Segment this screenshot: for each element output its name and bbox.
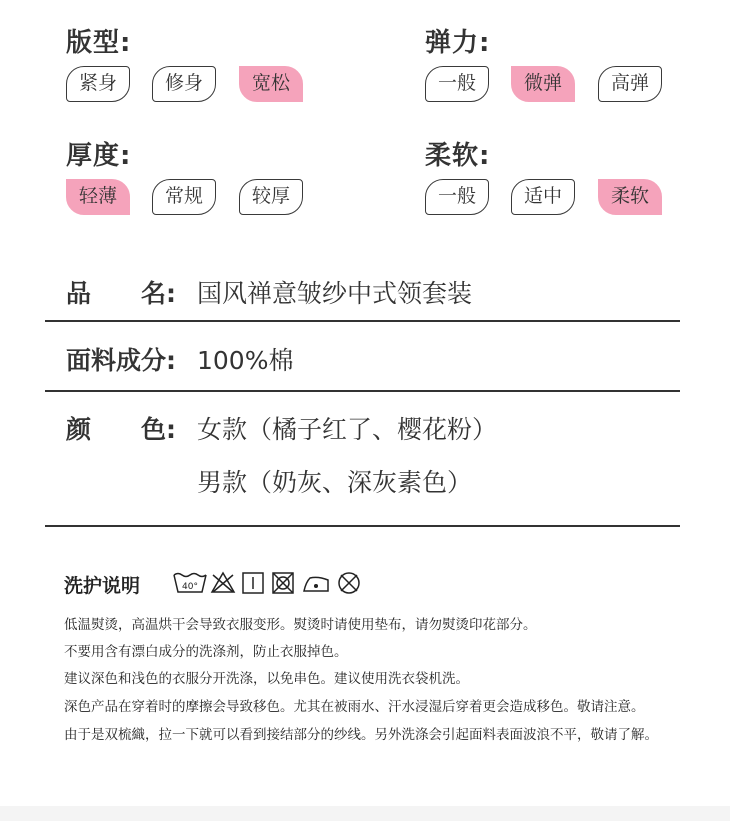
material-value: 100%棉	[197, 346, 294, 375]
care-line: 建议深色和浅色的衣服分开洗涤，以免串色。建议使用洗衣袋机洗。	[64, 671, 469, 687]
color-label: 颜 色:	[66, 415, 176, 444]
care-line: 由于是双梳織，拉一下就可以看到接结部分的纱线。另外洗涤会引起面料表面波浪不平，敬请了解。	[64, 727, 658, 743]
elasticity-label: 弹力:	[425, 28, 491, 58]
bottom-strip	[0, 806, 730, 821]
line-dry-icon	[243, 573, 263, 593]
softness-label: 柔软:	[425, 141, 491, 171]
product-name-value: 国风禅意皱纱中式领套装	[197, 279, 473, 308]
care-line: 不要用含有漂白成分的洗涤剂，防止衣服掉色。	[64, 644, 348, 660]
softness-option-soft[interactable]: 柔软	[598, 179, 662, 215]
no-bleach-icon	[212, 573, 234, 592]
softness-attribute	[425, 135, 649, 207]
thickness-attribute	[66, 135, 290, 207]
elasticity-option-slight[interactable]: 微弹	[511, 66, 575, 102]
care-line: 深色产品在穿着时的摩擦会导致移色。尤其在被雨水、汗水浸湿后穿着更会造成移色。敬请注意。	[64, 699, 645, 715]
thickness-label: 厚度:	[66, 141, 132, 171]
care-icons	[173, 570, 373, 596]
no-tumble-dry-icon	[273, 573, 293, 593]
thickness-option-thick[interactable]: 较厚	[239, 179, 303, 215]
thickness-option-regular[interactable]: 常规	[152, 179, 216, 215]
no-dry-clean-icon	[339, 573, 359, 593]
thickness-option-thin[interactable]: 轻薄	[66, 179, 130, 215]
elasticity-option-high[interactable]: 高弹	[598, 66, 662, 102]
care-line: 低温熨烫，高温烘干会导致衣服变形。熨烫时请使用垫布，请勿熨烫印花部分。	[64, 617, 537, 633]
divider	[45, 390, 680, 392]
fit-option-slim[interactable]: 修身	[152, 66, 216, 102]
divider	[45, 320, 680, 322]
care-title: 洗护说明	[64, 575, 141, 597]
color-value-women: 女款（橘子红了、樱花粉）	[197, 415, 498, 444]
softness-option-moderate[interactable]: 适中	[511, 179, 575, 215]
fit-option-loose[interactable]: 宽松	[239, 66, 303, 102]
color-value-men: 男款（奶灰、深灰素色）	[197, 468, 473, 497]
iron-low-icon	[304, 577, 328, 591]
wash-40-icon	[174, 574, 206, 593]
elasticity-attribute	[425, 22, 649, 94]
material-label: 面料成分:	[66, 346, 176, 375]
product-name-label: 品 名:	[66, 279, 176, 308]
fit-label: 版型:	[66, 28, 132, 58]
divider	[45, 525, 680, 527]
fit-attribute	[66, 22, 290, 94]
fit-option-tight[interactable]: 紧身	[66, 66, 130, 102]
softness-option-normal[interactable]: 一般	[425, 179, 489, 215]
elasticity-option-normal[interactable]: 一般	[425, 66, 489, 102]
wash-temp-text: 40°	[182, 582, 198, 592]
